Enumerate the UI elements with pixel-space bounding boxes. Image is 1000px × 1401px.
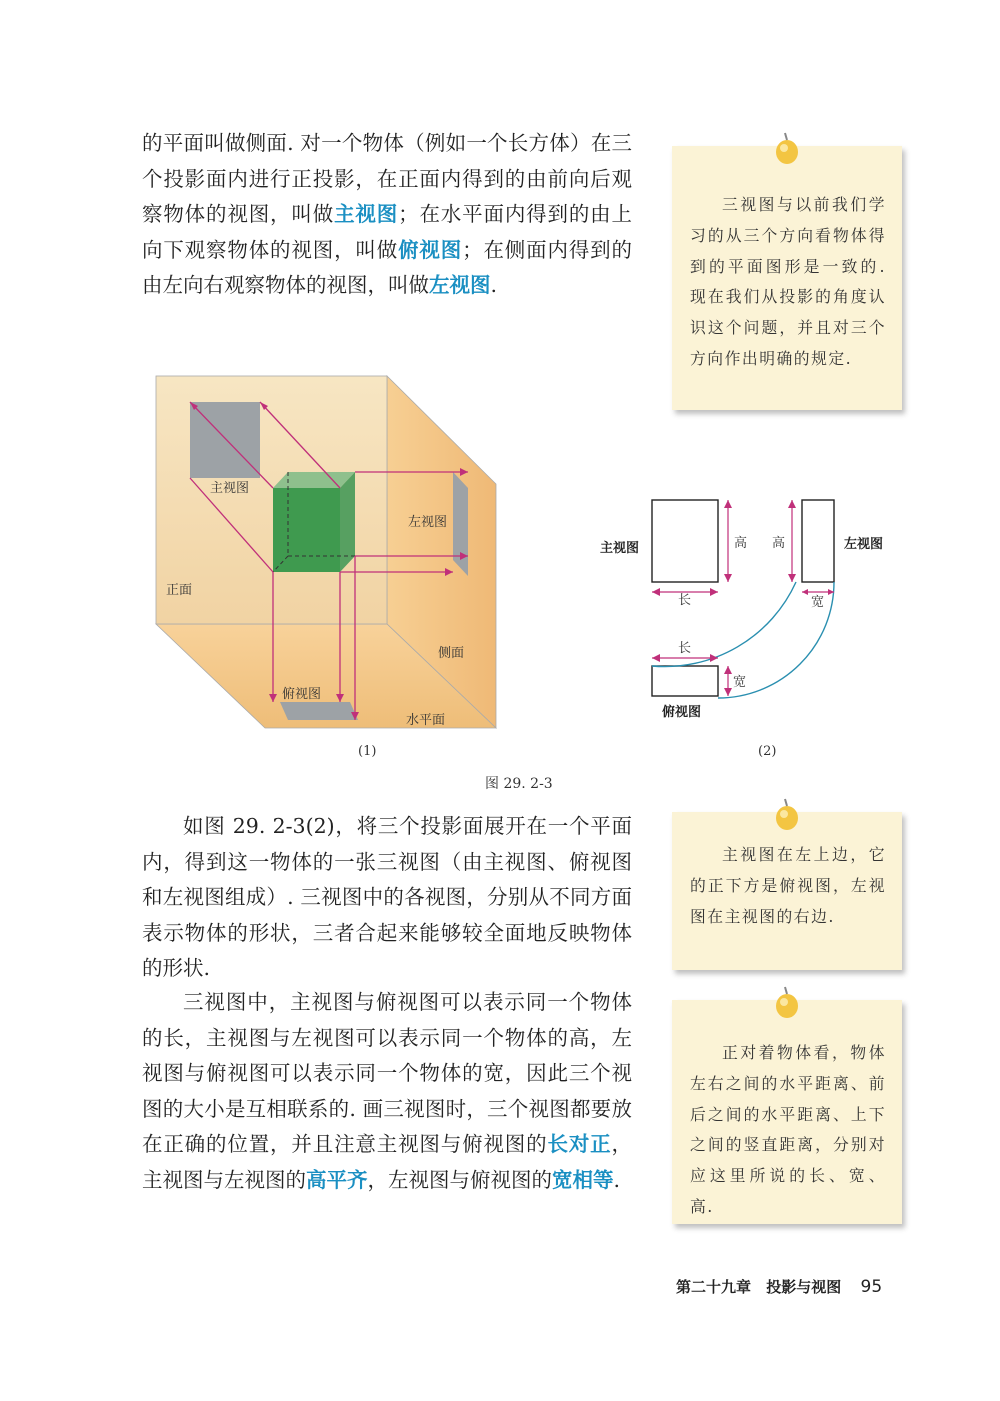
term-main-view: 主视图 [334, 202, 399, 227]
fig1-label-horizontal: 水平面 [406, 713, 446, 728]
term-length-aligned: 长对正 [547, 1132, 612, 1157]
term-left-view: 左视图 [429, 273, 491, 298]
figure-2-three-views [596, 494, 896, 720]
fig2-label-kuan-2: 宽 [733, 675, 747, 690]
fig1-label-main-view: 主视图 [210, 481, 250, 496]
fig2-label-chang-2: 长 [678, 641, 692, 656]
figure-1-3d-projection [150, 372, 498, 732]
note-1-text: 三视图与以前我们学习的从三个方向看物体得到的平面图形是一致的. 现在我们从投影的角度认识这个问题，并且对三个方向作出明确的规定. [690, 195, 886, 368]
fig2-label-main-view: 主视图 [600, 541, 640, 556]
side-note-2 [672, 812, 902, 970]
figure-1-sub-label: (1) [358, 744, 377, 759]
fig1-label-front: 正面 [166, 583, 193, 598]
paragraph-3: 三视图中，主视图与俯视图可以表示同一个物体的长，主视图与左视图可以表示同一个物体的高，左视图与俯视图可以表示同一个物体的宽，因此三个视图的大小是互相联系的. 画三视图时，三个视图都要放在正确的位置，并且注意主视图与俯视图的长对正，主视图与左视图的高平齐，左视图与俯视图的宽相等. [142, 990, 633, 1192]
fig1-label-left-view: 左视图 [408, 515, 448, 530]
term-height-level: 高平齐 [306, 1167, 368, 1192]
pin-icon [773, 986, 801, 1020]
figure-caption: 图 29. 2-3 [485, 776, 553, 792]
paragraph-1: 的平面叫做侧面. 对一个物体（例如一个长方体）在三个投影面内进行正投影，在正面内得到的由前向后观察物体的视图，叫做主视图；在水平面内得到的由上向下观察物体的视图，叫做俯视图；在侧面内得到的由左向右观察物体的视图，叫做左视图. [142, 131, 633, 298]
side-note-3 [672, 1000, 902, 1224]
fig2-label-gao-1: 高 [734, 536, 748, 551]
fig1-label-top-view: 俯视图 [282, 687, 322, 702]
fig1-label-side: 侧面 [438, 646, 465, 661]
side-note-1 [672, 146, 902, 410]
footer-title: 投影与视图 [766, 1278, 842, 1296]
page-footer [676, 1276, 882, 1297]
note-3-text: 正对着物体看，物体左右之间的水平距离、前后之间的水平距离、上下之间的竖直距离，分别对应这里所说的长、宽、高. [690, 1043, 886, 1216]
pin-icon [773, 132, 801, 166]
figure-2-sub-label: (2) [758, 744, 777, 759]
fig2-label-kuan-1: 宽 [811, 595, 825, 610]
pin-icon [773, 798, 801, 832]
note-2-text: 主视图在左上边，它的正下方是俯视图，左视图在主视图的右边. [690, 845, 886, 926]
fig2-label-chang-1: 长 [678, 593, 692, 608]
term-top-view: 俯视图 [398, 237, 463, 262]
paragraph-2: 如图 29. 2-3(2)，将三个投影面展开在一个平面内，得到这一物体的一张三视图（由主视图、俯视图和左视图组成）. 三视图中的各视图，分别从不同方面表示物体的形状，三者合起来能够较全面地反映物体的形状. [142, 814, 632, 981]
term-width-equal: 宽相等 [552, 1167, 614, 1192]
fig2-label-top-view: 俯视图 [662, 705, 702, 720]
fig2-label-left-view: 左视图 [844, 537, 884, 552]
footer-chapter: 第二十九章 [676, 1278, 752, 1296]
page-number: 95 [860, 1277, 883, 1297]
fig2-label-gao-2: 高 [772, 536, 786, 551]
